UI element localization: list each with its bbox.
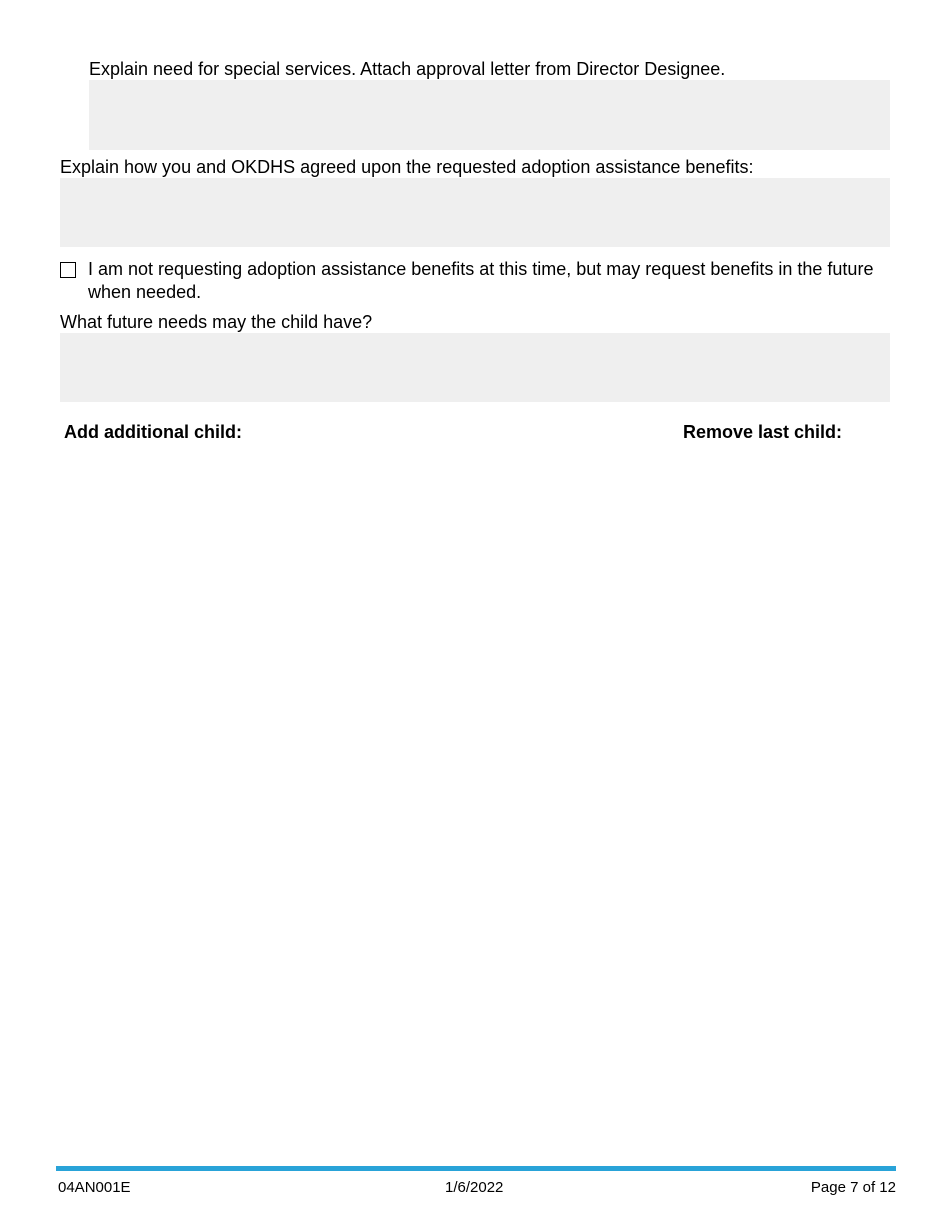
future-needs-label: What future needs may the child have? <box>60 312 373 332</box>
footer-date: 1/6/2022 <box>445 1179 504 1196</box>
remove-child-button[interactable]: Remove last child: <box>683 422 843 442</box>
special-services-label: Explain need for special services. Attach approval letter from Director Designee. <box>89 59 726 79</box>
footer-rule <box>56 1166 896 1171</box>
future-needs-field[interactable] <box>60 333 890 402</box>
agreement-field[interactable] <box>60 178 890 247</box>
not-requesting-label: I am not requesting adoption assistance benefits at this time, but may request benefits in the future when needed. <box>88 259 874 302</box>
footer-page-number: Page 7 of 12 <box>810 1179 896 1196</box>
special-services-field[interactable] <box>89 80 890 150</box>
add-child-button[interactable]: Add additional child: <box>64 422 242 442</box>
agreement-label: Explain how you and OKDHS agreed upon the requested adoption assistance benefits: <box>60 157 754 177</box>
footer-form-number: 04AN001E <box>58 1179 131 1196</box>
not-requesting-checkbox[interactable] <box>60 262 76 278</box>
